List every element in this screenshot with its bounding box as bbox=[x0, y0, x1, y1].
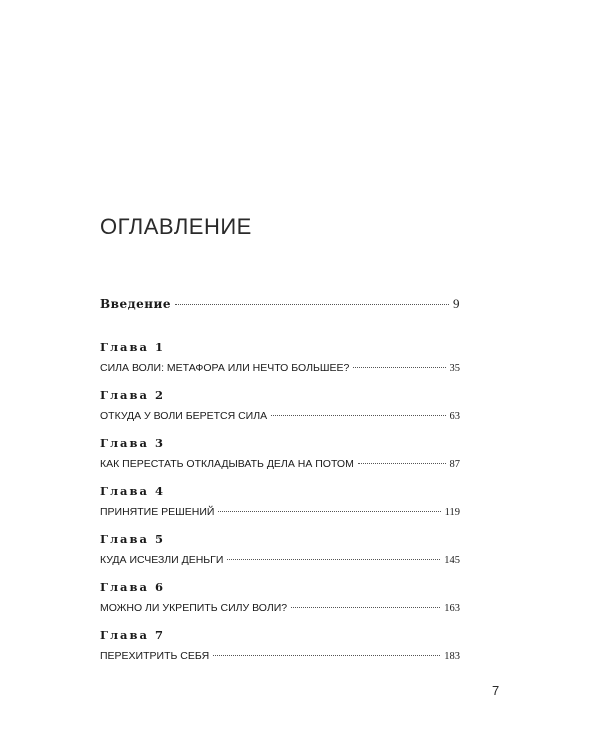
dot-leader bbox=[358, 463, 446, 464]
entry-title: Введение bbox=[100, 297, 172, 311]
toc-entry[interactable] bbox=[100, 406, 460, 426]
chapter-label: Глава 6 bbox=[100, 580, 165, 594]
toc-entry[interactable] bbox=[100, 358, 460, 378]
toc-heading: ОГЛАВЛЕНИЕ bbox=[100, 214, 252, 239]
chapter-label: Глава 7 bbox=[100, 628, 165, 642]
entry-title: ПЕРЕХИТРИТЬ СЕБЯ bbox=[100, 650, 210, 662]
entry-page-number: 119 bbox=[444, 507, 460, 518]
toc-chapter-1 bbox=[100, 336, 460, 384]
toc-entry[interactable] bbox=[100, 646, 460, 666]
dot-leader bbox=[213, 655, 440, 656]
entry-page-number: 87 bbox=[449, 459, 460, 470]
toc-entry[interactable] bbox=[100, 598, 460, 618]
dot-leader bbox=[218, 511, 440, 512]
dot-leader bbox=[353, 367, 445, 368]
entry-page-number: 35 bbox=[449, 363, 460, 374]
toc-chapter-2 bbox=[100, 384, 460, 432]
chapter-label: Глава 2 bbox=[100, 388, 165, 402]
toc-chapter-4 bbox=[100, 480, 460, 528]
dot-leader bbox=[227, 559, 440, 560]
entry-page-number: 9 bbox=[453, 296, 460, 311]
entry-title: СИЛА ВОЛИ: МЕТАФОРА ИЛИ НЕЧТО БОЛЬШЕЕ? bbox=[100, 362, 350, 374]
entry-page-number: 63 bbox=[449, 411, 460, 422]
toc-entry[interactable] bbox=[100, 550, 460, 570]
toc-entry[interactable] bbox=[100, 502, 460, 522]
entry-title: МОЖНО ЛИ УКРЕПИТЬ СИЛУ ВОЛИ? bbox=[100, 602, 288, 614]
entry-title: ОТКУДА У ВОЛИ БЕРЕТСЯ СИЛА bbox=[100, 410, 268, 422]
entry-page-number: 145 bbox=[444, 555, 460, 566]
toc-list bbox=[100, 296, 460, 672]
entry-title: КУДА ИСЧЕЗЛИ ДЕНЬГИ bbox=[100, 554, 224, 566]
toc-chapter-3 bbox=[100, 432, 460, 480]
page-number: 7 bbox=[492, 683, 500, 698]
entry-page-number: 163 bbox=[444, 603, 460, 614]
chapter-label: Глава 3 bbox=[100, 436, 165, 450]
dot-leader bbox=[291, 607, 440, 608]
dot-leader bbox=[175, 304, 449, 305]
dot-leader bbox=[271, 415, 445, 416]
toc-chapter-6 bbox=[100, 576, 460, 624]
chapter-label: Глава 4 bbox=[100, 484, 165, 498]
chapter-label: Глава 5 bbox=[100, 532, 165, 546]
toc-chapter-7 bbox=[100, 624, 460, 672]
chapter-label: Глава 1 bbox=[100, 340, 165, 354]
entry-title: КАК ПЕРЕСТАТЬ ОТКЛАДЫВАТЬ ДЕЛА НА ПОТОМ bbox=[100, 458, 354, 470]
entry-title: ПРИНЯТИЕ РЕШЕНИЙ bbox=[100, 506, 215, 518]
toc-entry[interactable] bbox=[100, 454, 460, 474]
entry-page-number: 183 bbox=[444, 651, 460, 662]
toc-entry-introduction[interactable] bbox=[100, 296, 460, 318]
toc-chapter-5 bbox=[100, 528, 460, 576]
